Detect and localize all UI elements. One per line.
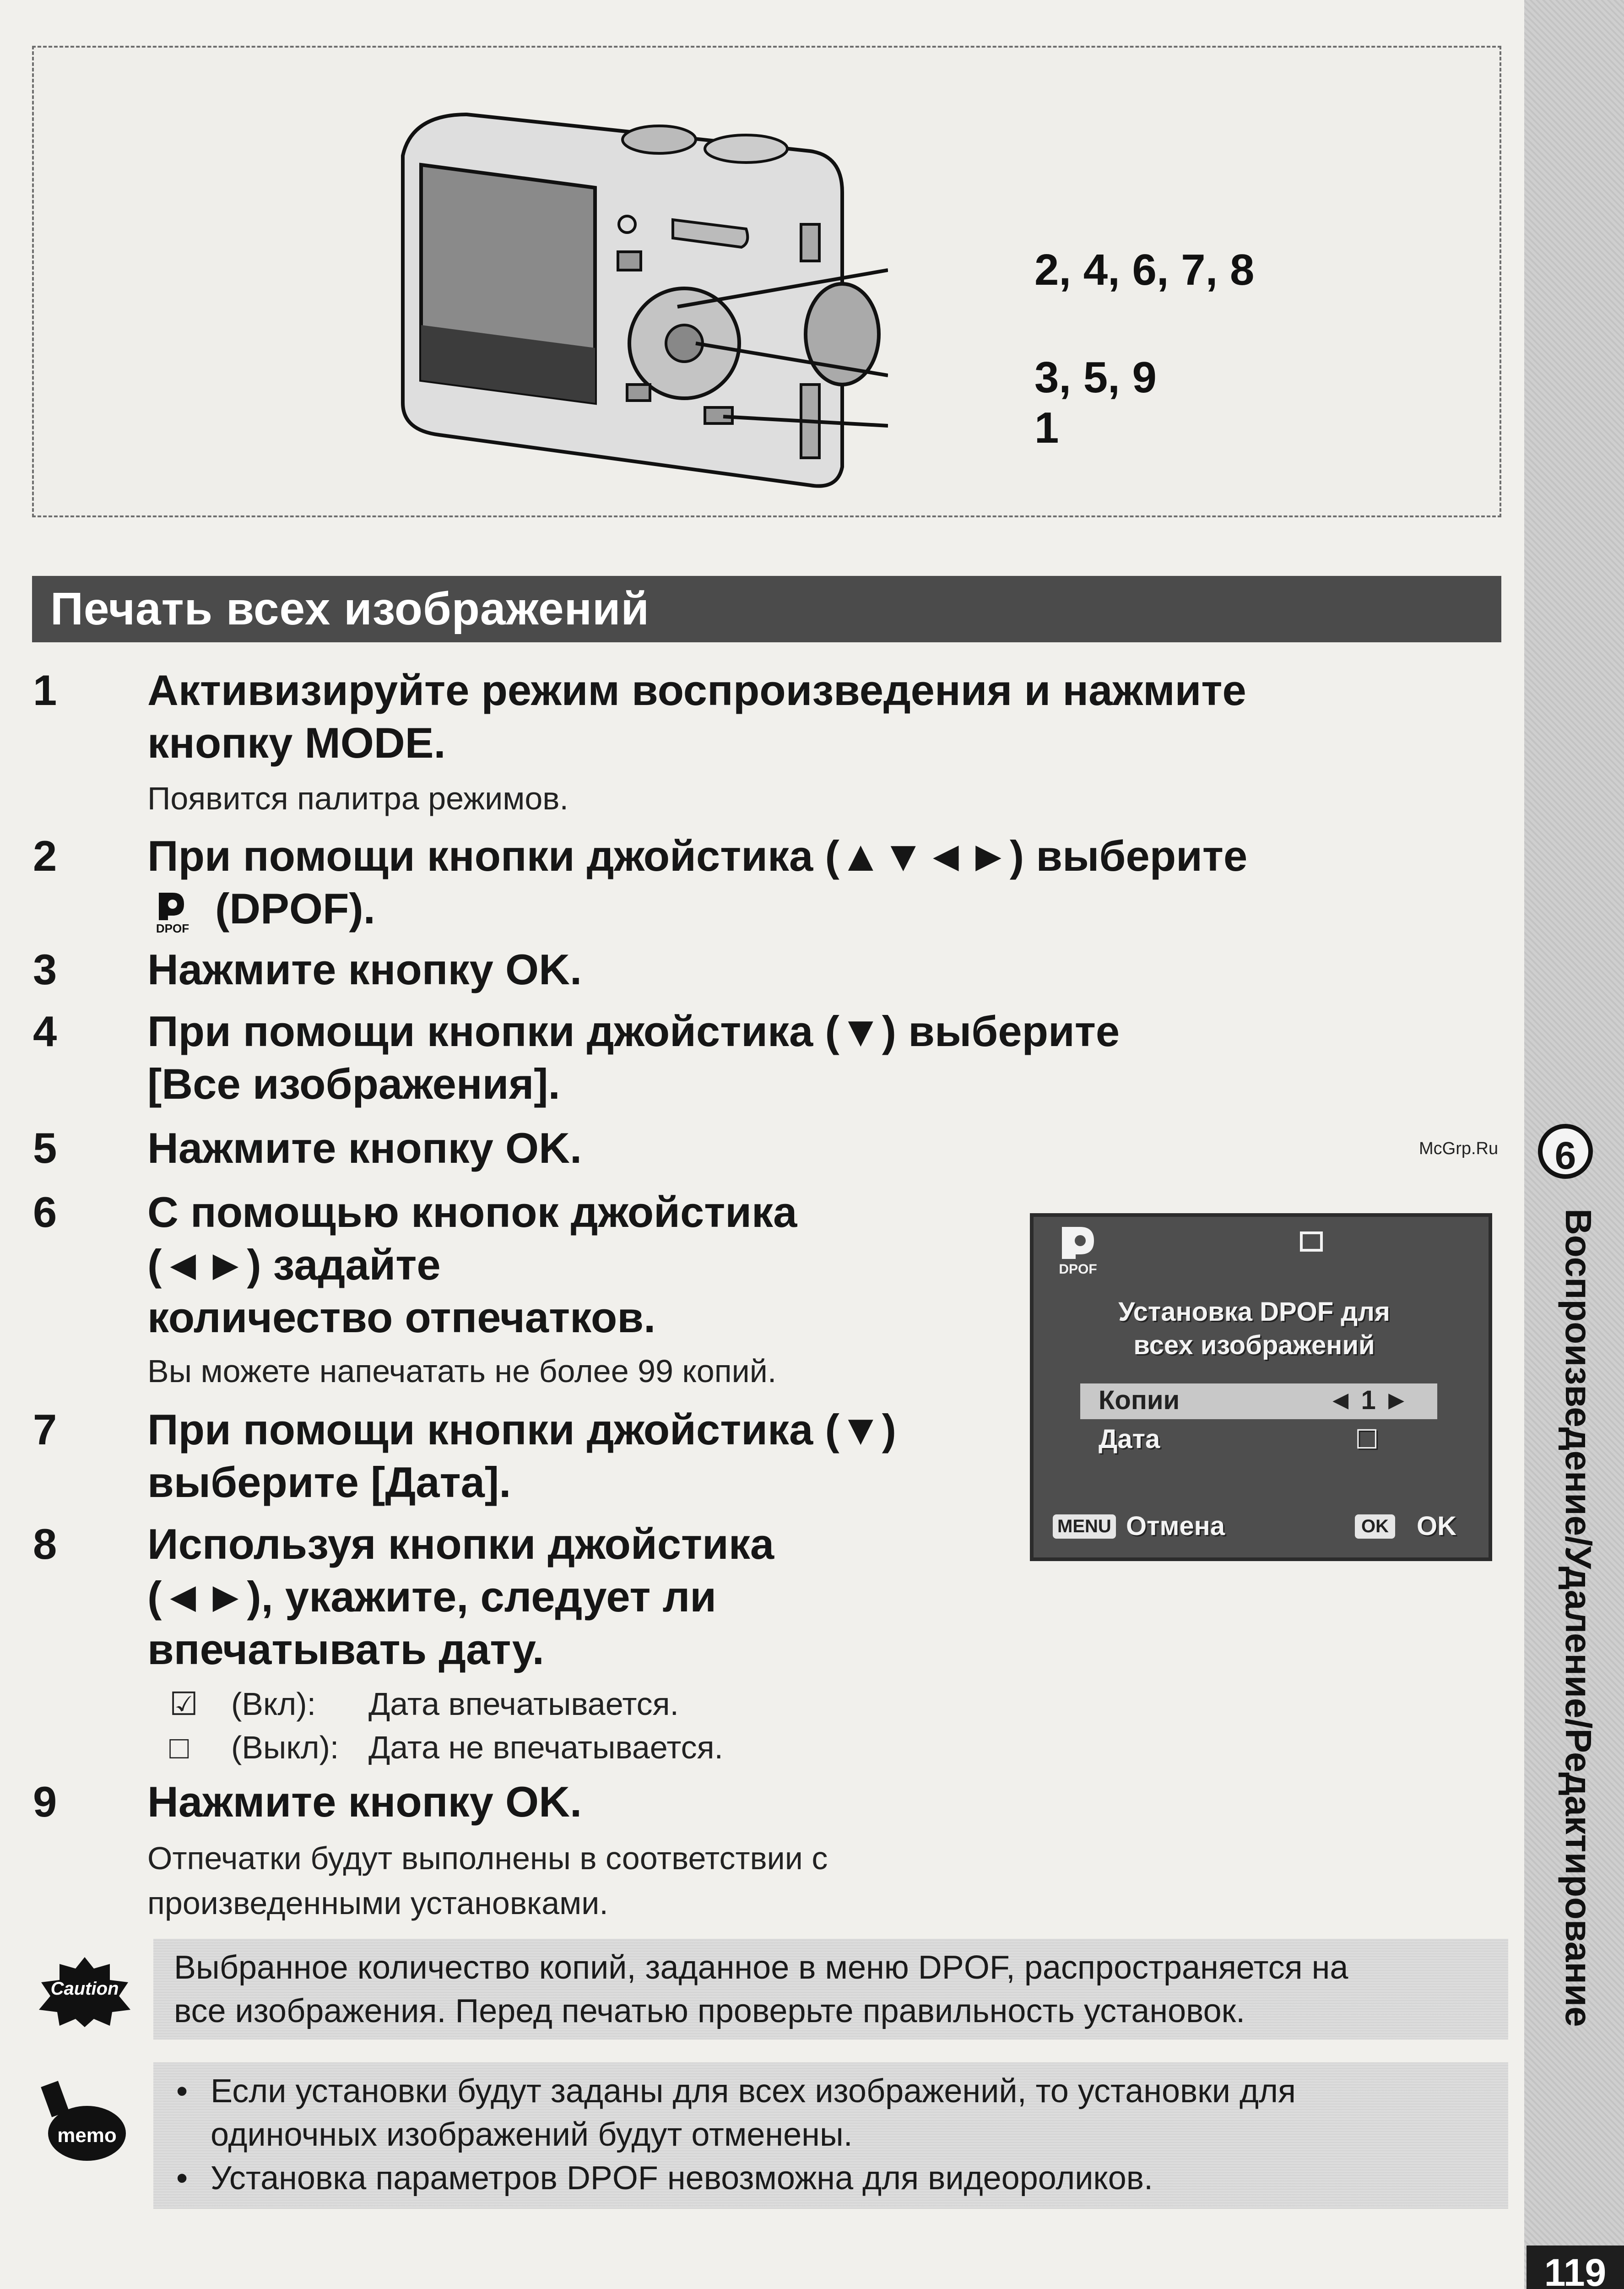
- screen-title-line: всех изображений: [1133, 1330, 1375, 1360]
- step-text: кнопку MODE.: [147, 719, 446, 767]
- ok-key: OK: [1355, 1514, 1395, 1539]
- chapter-number: 6: [1538, 1124, 1593, 1179]
- memo-text: Если установки будут заданы для всех изображений, то установки для: [211, 2073, 1296, 2110]
- option-label: (Вкл):: [231, 1686, 316, 1722]
- memo-icon: [37, 2078, 128, 2165]
- callout-3-5-9: 3, 5, 9: [1034, 353, 1157, 402]
- step-text: (◄►), укажите, следует ли: [147, 1573, 717, 1621]
- bullet-icon: •: [176, 2160, 188, 2197]
- step-number: 4: [33, 1007, 57, 1055]
- ok-label[interactable]: OK: [1417, 1511, 1456, 1541]
- screen-row-value[interactable]: ◄ 1 ►: [1327, 1385, 1410, 1415]
- step-text: выберите [Дата].: [147, 1458, 511, 1506]
- menu-cancel-label[interactable]: Отмена: [1126, 1511, 1225, 1541]
- option-text: Дата впечатывается.: [368, 1686, 679, 1722]
- section-title: Печать всех изображений: [50, 583, 650, 635]
- screen-dpof-icon: [1053, 1222, 1112, 1277]
- step-text: При помощи кнопки джойстика (▲▼◄►) выберите: [147, 832, 1248, 880]
- chapter-label: [1524, 1209, 1624, 2207]
- checkbox-on-icon: ☑: [169, 1686, 198, 1722]
- memo-text: Установка параметров DPOF невозможна для видеороликов.: [211, 2160, 1153, 2197]
- page-number: 119: [1544, 2251, 1607, 2289]
- dpof-icon: [147, 886, 198, 936]
- chapter-label-text: Воспроизведение/Удаление/Редактирование: [1558, 1209, 1599, 2027]
- step-number: 8: [33, 1520, 57, 1568]
- step-text: Используя кнопки джойстика: [147, 1520, 774, 1568]
- option-text: Дата не впечатывается.: [368, 1730, 723, 1765]
- step-note: Вы можете напечатать не более 99 копий.: [147, 1353, 777, 1389]
- step-number: 5: [33, 1124, 57, 1172]
- checkbox-off-icon: □: [169, 1730, 189, 1765]
- option-label: (Выкл):: [231, 1730, 339, 1765]
- step-text: (◄►) задайте: [147, 1241, 441, 1289]
- camera-illustration: [384, 87, 888, 499]
- caution-badge-label: Caution: [50, 1979, 119, 1999]
- step-text: При помощи кнопки джойстика (▼): [147, 1405, 897, 1454]
- screen-row-label[interactable]: Копии: [1099, 1385, 1180, 1415]
- step-text: Активизируйте режим воспроизведения и нажмите: [147, 666, 1246, 714]
- caution-text: все изображения. Перед печатью проверьте правильность установок.: [174, 1993, 1245, 2029]
- step-text: впечатывать дату.: [147, 1625, 544, 1673]
- step-number: 9: [33, 1778, 57, 1826]
- step-number: 2: [33, 832, 57, 880]
- memo-text: одиночных изображений будут отменены.: [211, 2116, 853, 2153]
- step-text: количество отпечатков.: [147, 1293, 656, 1341]
- screen-row-value[interactable]: ☐: [1355, 1425, 1379, 1454]
- dpof-icon-label: DPOF: [156, 922, 189, 935]
- memo-badge: [37, 2078, 128, 2165]
- step-text: Нажмите кнопку OK.: [147, 1124, 582, 1172]
- step-text: С помощью кнопок джойстика: [147, 1188, 797, 1236]
- step-text: Нажмите кнопку OK.: [147, 1778, 582, 1826]
- watermark: McGrp.Ru: [1419, 1139, 1499, 1158]
- menu-key: MENU: [1053, 1514, 1116, 1539]
- step-note: произведенными установками.: [147, 1885, 608, 1921]
- callout-2-4-6-7-8: 2, 4, 6, 7, 8: [1034, 245, 1255, 294]
- step-number: 1: [33, 666, 57, 714]
- callout-1: 1: [1034, 403, 1059, 452]
- step-text: Нажмите кнопку OK.: [147, 945, 582, 993]
- caution-badge: [37, 1955, 133, 2028]
- step-text: (DPOF).: [215, 884, 375, 933]
- step-note: Отпечатки будут выполнены в соответствии с: [147, 1840, 828, 1876]
- caution-text: Выбранное количество копий, заданное в меню DPOF, распространяется на: [174, 1949, 1348, 1986]
- screen-dpof-label: DPOF: [1059, 1262, 1097, 1277]
- step-number: 7: [33, 1405, 57, 1454]
- screen-row-label[interactable]: Дата: [1099, 1424, 1160, 1454]
- step-note: Появится палитра режимов.: [147, 781, 568, 816]
- screen-title-line: Установка DPOF для: [1118, 1297, 1390, 1327]
- bullet-icon: •: [176, 2073, 188, 2110]
- memo-badge-label: memo: [57, 2124, 117, 2147]
- card-icon: [1300, 1231, 1323, 1252]
- step-number: 6: [33, 1188, 57, 1236]
- step-text: При помощи кнопки джойстика (▼) выберите: [147, 1007, 1120, 1055]
- step-number: 3: [33, 945, 57, 993]
- step-text: [Все изображения].: [147, 1060, 560, 1108]
